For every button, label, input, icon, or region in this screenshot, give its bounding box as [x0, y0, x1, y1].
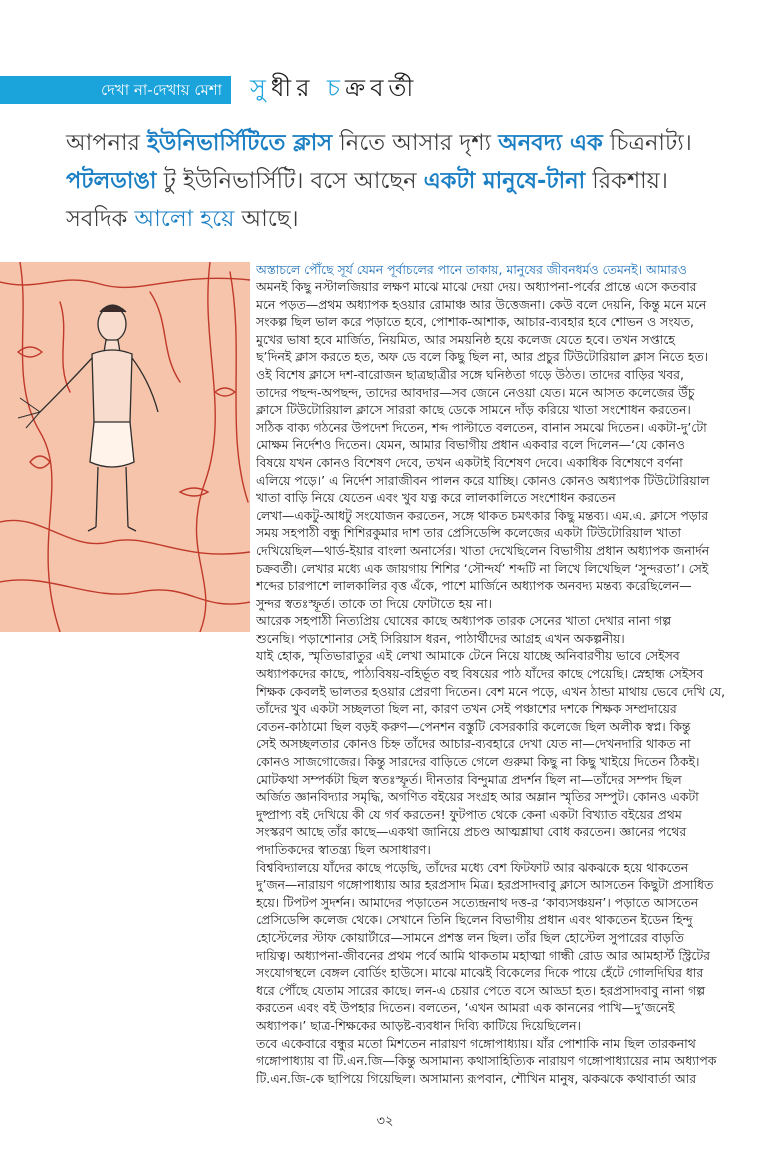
- section-label: দেখা না-দেখায় মেশা: [100, 81, 222, 99]
- deck-text: আপনার: [66, 130, 148, 156]
- deck-text: নিতে আসার দৃশ্য: [332, 130, 499, 156]
- body-line: হোস্টেলের স্টাফ কোয়ার্টারে—সামনে প্রশস্ত লন ছিল। তাঁর ছিল হোস্টেল সুপারের বাড়তি: [256, 929, 684, 945]
- deck-highlight: অনবদ্য এক: [498, 130, 603, 156]
- deck-text: আছে।: [234, 206, 299, 232]
- body-line: মোক্ষম নির্দেশও দিতেন। যেমন, আমার বিভাগীয় প্রধান একবার বলে দিলেন—‘যে কোনও: [256, 437, 685, 453]
- author-name-part: ব: [370, 74, 389, 102]
- body-line: প্রেসিডেন্সি কলেজ থেকে। সেখানে তিনি ছিলেন বিভাগীয় প্রধান এবং থাকতেন ইডেন হিন্দু: [256, 912, 693, 928]
- author-name-part: র: [296, 74, 328, 102]
- body-line: দেখিয়েছিল—থার্ড-ইয়ার বাংলা অনার্সের। খাতা দেখেছিলেন বিভাগীয় প্রধান অধ্যাপক জনার্দন: [256, 542, 710, 558]
- deck-highlight: ইউনিভার্সিটিতে ক্লাস: [147, 130, 333, 156]
- body-line: দুষ্প্রাপ্য বই দেখিয়ে কী যে গর্ব করতেন! ফুটপাত থেকে কেনা একটা বিখ্যাত বইয়ের প্রথম: [256, 806, 682, 822]
- body-line: সংযোগস্থলে বেঙ্গল বোর্ডিং হাউসে। মাঝে মাঝেই বিকেলের দিকে পায়ে হেঁটে গোলদিঘির ধার: [256, 965, 704, 981]
- deck-text: চিত্রনাট্য।: [602, 130, 692, 156]
- body-line: ছ’দিনই ক্লাস করতে হত, অফ ডে বলে কিছু ছিল না, আর প্রচুর টিউটোরিয়াল ক্লাস নিতে হত।: [256, 349, 709, 365]
- deck-text: রিকশায়। সবদিক: [66, 168, 668, 232]
- body-line: কোনও সাজগোজের। কিন্তু সারদের বাড়িতে গেলে গুরুমা কিছু না কিছু খাইয়ে দিতেন ঠিকই।: [256, 754, 700, 770]
- author-name-part: র্তী: [388, 74, 419, 102]
- body-line: মুখের ভাষা হবে মার্জিত, নিয়মিত, আর সময়নিষ্ঠ হয়ে কলেজ যেতে হবে। তখন সপ্তাহে: [256, 331, 675, 347]
- article-deck: [66, 124, 716, 238]
- author-name-part: চ: [327, 74, 345, 102]
- body-line: তাদের পছন্দ-অপছন্দ, তাদের আবদার—সব জেনে নেওয়া যেত। মনে আসত কলেজের উঁচু: [256, 384, 695, 400]
- deck-highlight: পটলডাঙা: [66, 168, 157, 194]
- body-line: সেই অসচ্ছলতার কোনও চিহ্ন তাঁদের আচার-ব্যবহারে দেখা যেত না—দেখনদারি থাকত না: [256, 736, 691, 752]
- body-line: আরেক সহপাঠী নিত্যপ্রিয় ঘোষের কাছে অধ্যাপক তারক সেনের খাতা দেখার নানা গল্প: [256, 613, 672, 629]
- body-line: বিশ্ববিদ্যালয়ে যাঁদের কাছে পড়েছি, তাঁদের মধ্যে বেশ ফিটফাট আর ঝকঝকে হয়ে থাকতেন: [256, 859, 689, 875]
- body-line: গঙ্গোপাধ্যায় বা টি.এন.জি—কিন্তু অসামান্য কথাসাহিত্যিক নারায়ণ গঙ্গোপাধ্যায়ের নাম অধ্যাপক: [256, 1053, 717, 1069]
- author-name-part: ধী: [270, 74, 297, 102]
- lead-line: অস্তাচলে পৌঁছে সূর্য যেমন পূর্বাচলের পানে তাকায়, মানুষের জীবনধর্মও তেমনই। আমারও: [256, 262, 687, 277]
- body-line: সঠিক বাক্য গঠনের উপদেশ দিতেন, শব্দ পাল্টাতে বলতেন, বানান সমঝে দিতেন। একটা-দু’টো: [256, 419, 707, 435]
- section-banner: [0, 76, 231, 104]
- body-line: সময় সহপাঠী বন্ধু শিশিরকুমার দাশ তার প্রেসিডেন্সি কলেজের একটা টিউটোরিয়াল খাতা: [256, 525, 681, 541]
- deck-highlight: একটা মানুষে-টানা: [423, 168, 586, 194]
- author-name-part: সু: [250, 74, 271, 102]
- body-line: সুন্দর স্বতঃস্ফূর্ত। তাকে তা দিয়ে ফোটাতে হয় না।: [256, 595, 492, 611]
- body-line: দায়িত্ব। অধ্যাপনা-জীবনের প্রথম পর্বে আমি থাকতাম মহাত্মা গান্ধী রোড আর আমহার্স্ট স্ট্রিটের: [256, 947, 710, 963]
- body-line: বেতন-কাঠামো ছিল বড়ই করুণ—পেনশন বস্তুটি বেসরকারি কলেজে ছিল অলীক স্বপ্ন। কিন্তু: [256, 718, 691, 734]
- deck-highlight: আলো হয়ে: [134, 206, 235, 232]
- body-line: টি.এন.জি-কে ছাপিয়ে গিয়েছিল। অসামান্য রূপবান, শৌখিন মানুষ, ঝকঝকে কথাবার্তা আর: [256, 1070, 697, 1086]
- body-line: চক্রবর্তী। লেখার মধ্যে এক জায়গায় শিশির ‘সৌন্দর্য’ শব্দটি না লিখে লিখেছিল ‘সুন্দরতা’। সেই: [256, 560, 709, 576]
- author-name: [250, 70, 418, 106]
- body-line: অধ্যাপক।’ ছাত্র-শিক্ষকের আড়ষ্ট-ব্যবধান দিব্যি কাটিয়ে দিয়েছিলেন।: [256, 1017, 581, 1033]
- body-line: বিষয়ে যখন কোনও বিশেষণ দেবে, তখন একটাই বিশেষণ দেবে। একাধিক বিশেষণে বর্ণনা: [256, 454, 683, 470]
- body-line: সংস্করণ আছে তাঁর কাছে—একথা জানিয়ে প্রচণ্ড আত্মশ্লাঘা বোধ করতেন। জ্ঞানের পথের: [256, 824, 687, 840]
- deck-text: টু ইউনিভার্সিটি। বসে আছেন: [156, 168, 424, 194]
- body-line: ওই বিশেষ ক্লাসে দশ-বারোজন ছাত্রছাত্রীর সঙ্গে ঘনিষ্ঠতা গড়ে উঠত। তাদের বাড়ির খবর,: [256, 366, 684, 382]
- body-line: লেখা—একটু-আধটু সংযোজন করতেন, সঙ্গে থাকত চমৎকার কিছু মন্তব্য। এম.এ. ক্লাসে পড়ার: [256, 507, 709, 523]
- body-line: ধরে পৌঁছে যেতাম সারের কাছে। লন-এ চেয়ার পেতে বসে আড্ডা হত। হরপ্রসাদবাবু নানা গল্প: [256, 982, 706, 998]
- body-line: অমনই কিছু নস্টালজিয়ার লক্ষণ মাঝে মাঝে দেয়া দেয়। অধ্যাপনা-পর্বের প্রান্তে এসে কতবার: [256, 279, 697, 294]
- author-name-part: ক্র: [344, 74, 371, 102]
- body-line: শব্দের চারপাশে লালকালির বৃত্ত এঁকে, পাশে মার্জিনে অধ্যাপক অনবদ্য মন্তব্য করেছিলেন—: [256, 578, 692, 594]
- body-line: অধ্যাপকদের কাছে, পাঠ্যবিষয়-বহির্ভূত বহু বিষয়ের পাঠ যাঁদের কাছে পেয়েছি। স্নেহান্ধ সেইসব: [256, 666, 704, 682]
- body-line: দু’জন—নারায়ণ গঙ্গোপাধ্যায় আর হরপ্রসাদ মিত্র। হরপ্রসাদবাবু ক্লাসে আসতেন কিছুটা প্রসাধিত: [256, 877, 714, 893]
- body-line: যাই হোক, স্মৃতিভারাতুর এই লেখা আমাকে টেনে নিয়ে যাচ্ছে অনিবারণীয় ভাবে সেইসব: [256, 648, 680, 664]
- body-line: শুনেছি। পড়াশোনার সেই সিরিয়াস ধরন, পাঠার্থীদের আগ্রহ এখন অকল্পনীয়।: [256, 630, 625, 646]
- body-line: খাতা বাড়ি নিয়ে যেতেন এবং খুব যত্ন করে লালকালিতে সংশোধন করতেন: [256, 490, 616, 506]
- boy-illustration: [0, 262, 250, 632]
- body-line: শিক্ষক কেবলই ভালতর হওয়ার প্রেরণা দিতেন। বেশ মনে পড়ে, এখন ঠান্ডা মাথায় ভেবে দেখি যে,: [256, 683, 726, 699]
- body-line: সংকল্প ছিল ভাল করে পড়াতে হবে, পোশাক-আশাক, আচার-ব্যবহার হবে শোভন ও সংযত,: [256, 314, 694, 330]
- body-line: পদাতিকদের স্বাতন্ত্র্য ছিল অসাধারণ।: [256, 842, 431, 857]
- body-line: করতেন এবং বই উপহার দিতেন। বলতেন, ‘এখন আমরা এক কাননের পাখি—দু’জনেই: [256, 1000, 675, 1016]
- body-line: ক্লাসে টিউটোরিয়াল ক্লাসে সাররা কাছে ডেকে সামনে দাঁড় করিয়ে খাতা সংশোধন করতেন।: [256, 402, 691, 418]
- body-line: তবে একেবারে বন্ধুর মতো মিশতেন নারায়ণ গঙ্গোপাধ্যায়। যাঁর পোশাকি নাম ছিল তারকনাথ: [256, 1035, 696, 1051]
- body-line: হয়ে। টিপটপ সুদর্শন। আমাদের পড়াতেন সত্যেন্দ্রনাথ দত্ত-র ‘কাব্যসঞ্চয়ন’। পড়াতে আসতেন: [256, 894, 699, 910]
- body-line: এলিয়ে পড়ে।’ এ নির্দেশ সারাজীবন পালন করে যাচ্ছি। কোনও কোনও অধ্যাপক টিউটোরিয়াল: [256, 472, 710, 488]
- body-line: অর্জিত জ্ঞানবিদ্যার সমৃদ্ধি, অগণিত বইয়ের সংগ্রহ আর অম্লান স্মৃতির সম্পুট। কোনও একটা: [256, 789, 699, 805]
- body-line: মোটকথা সম্পর্কটা ছিল স্বতঃস্ফূর্ত। দীনতার বিন্দুমাত্র প্রদর্শন ছিল না—তাঁদের সম্পদ ছিল: [256, 771, 682, 787]
- article-body: [256, 278, 758, 1087]
- body-line: মনে পড়ত—প্রথম অধ্যাপক হওয়ার রোমাঞ্চ আর উত্তেজনা। কেউ বলে দেয়নি, কিন্তু মনে মনে: [256, 296, 707, 312]
- body-line: তাঁদের খুব একটা সচ্ছলতা ছিল না, কারণ তখন সেই পঞ্চাশের দশকে শিক্ষক সম্প্রদায়ের: [256, 701, 677, 717]
- page-number: ৩২: [376, 1114, 394, 1129]
